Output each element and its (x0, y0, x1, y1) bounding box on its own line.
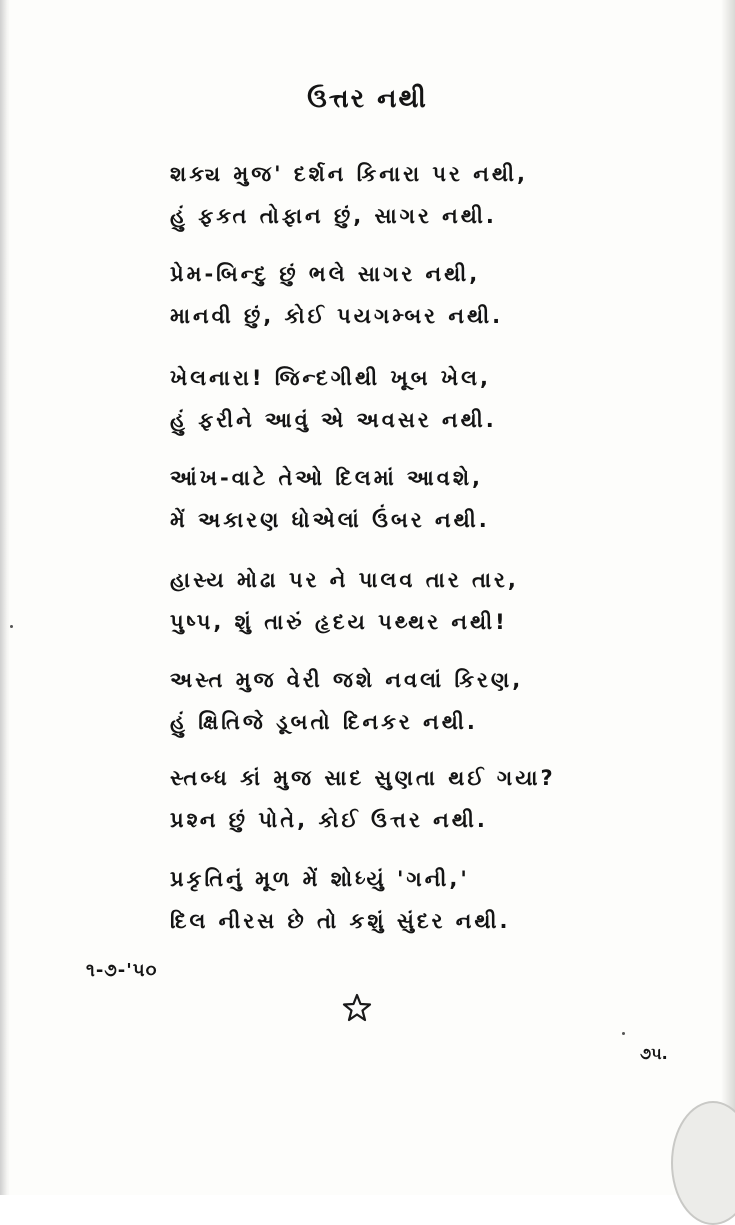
poem-title: ઉત્તર નથી (307, 84, 428, 114)
poem-line: અસ્ત મુજ વેરી જશે નવલાં કિરણ, (170, 668, 524, 692)
poem-line: હાસ્ય મોઢા પર ને પાલવ તાર તાર, (170, 568, 519, 592)
stanza-7 (170, 757, 556, 841)
composition-date: ૧-૭-'૫૦ (86, 960, 158, 981)
print-speck (622, 1032, 625, 1035)
poem-line: પુષ્પ, શું તારું હૃદય પથ્થર નથી! (170, 610, 508, 634)
page-curl (671, 1101, 735, 1225)
stanza-2 (170, 253, 550, 337)
stanza-8 (170, 858, 550, 942)
stanza-1 (170, 153, 550, 237)
poem-line: ખેલનારા! જિન્દગીથી ખૂબ ખેલ, (170, 366, 492, 390)
poem-line: દિલ નીરસ છે તો કશું સુંદર નથી. (170, 909, 511, 933)
stanza-5 (170, 559, 550, 643)
star-ornament-icon (342, 993, 372, 1023)
poem-line: પ્રશ્ન છું પોતે, કોઈ ઉત્તર નથી. (170, 808, 488, 832)
stanza-3 (170, 357, 550, 441)
poem-line: પ્રેમ-બિન્દુ છું ભલે સાગર નથી, (170, 262, 481, 286)
binding-shadow (0, 0, 10, 1195)
poem-line: શક્ય મુજ' દર્શન કિનારા પર નથી, (170, 162, 528, 186)
poem-line: મેં અકારણ ધોએલાં ઉંબર નથી. (170, 508, 490, 532)
print-speck (10, 625, 13, 628)
poem-line: માનવી છું, કોઈ પયગમ્બર નથી. (170, 304, 504, 328)
poem-line: આંખ-વાટે તેઓ દિલમાં આવશે, (170, 466, 484, 490)
stanza-4 (170, 457, 550, 541)
page-edge (721, 0, 735, 1195)
poem-line: પ્રકૃતિનું મૂળ મેં શોધ્યું 'ગની,' (170, 867, 470, 891)
stanza-6 (170, 659, 550, 743)
poem-line: હું ફરીને આવું એ અવસર નથી. (170, 408, 497, 432)
page-number: ૭૫. (640, 1044, 668, 1063)
poem-line: હું ફક્ત તોફાન છું, સાગર નથી. (170, 204, 497, 228)
poem-line: હું ક્ષિતિજે ડૂબતો દિનકર નથી. (170, 710, 478, 734)
poem-line: સ્તબ્ધ કાં મુજ સાદ સુણતા થઈ ગયા? (170, 766, 556, 790)
